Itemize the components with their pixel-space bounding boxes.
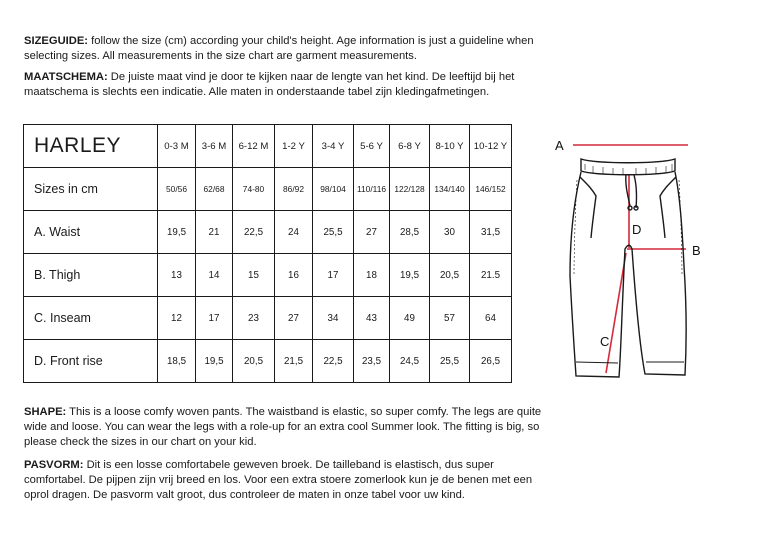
table-cell: 16: [275, 254, 313, 297]
table-cell: 23: [233, 297, 275, 340]
table-cell: 18,5: [158, 340, 196, 383]
column-header: 8-10 Y: [430, 125, 470, 168]
intro-dutch-text: De juiste maat vind je door te kijken naar de lengte van het kind. De leeftijd bij het maatschema is slechts een indicatie. Alle maten in onderstaande tabel zijn kledingafmetingen.: [24, 71, 515, 98]
table-cell: 30: [430, 211, 470, 254]
table-cell: 17: [313, 254, 354, 297]
table-cell: 12: [158, 297, 196, 340]
table-cell: 22,5: [313, 340, 354, 383]
table-row: [24, 168, 512, 211]
table-cell: 62/68: [196, 168, 233, 211]
table-cell: 34: [313, 297, 354, 340]
row-label: C. Inseam: [24, 297, 158, 340]
table-cell: 20,5: [430, 254, 470, 297]
intro-dutch-label: MAATSCHEMA:: [24, 71, 108, 83]
table-cell: 31,5: [470, 211, 512, 254]
table-row: [24, 254, 512, 297]
shape-dutch-label: PASVORM:: [24, 459, 84, 471]
shape-english: [24, 405, 544, 450]
table-header-row: [24, 125, 512, 168]
table-cell: 17: [196, 297, 233, 340]
table-cell: 24,5: [390, 340, 430, 383]
label-a: A: [555, 138, 564, 153]
column-header: 6-12 M: [233, 125, 275, 168]
intro-english-label: SIZEGUIDE:: [24, 35, 89, 47]
table-cell: 14: [196, 254, 233, 297]
table-cell: 27: [275, 297, 313, 340]
table-row: [24, 297, 512, 340]
row-label: D. Front rise: [24, 340, 158, 383]
table-cell: 50/56: [158, 168, 196, 211]
table-cell: 15: [233, 254, 275, 297]
shape-english-text: This is a loose comfy woven pants. The waistband is elastic, so super comfy. The legs are quite wide and loose. You can wear the legs with a role-up for an extra cool Summer look. The fitting is big, so please check the sizes in our chart on your kid.: [24, 406, 542, 448]
pants-outline: [570, 159, 686, 377]
column-header: 6-8 Y: [390, 125, 430, 168]
shape-dutch: [24, 458, 544, 503]
table-cell: 134/140: [430, 168, 470, 211]
table-cell: 98/104: [313, 168, 354, 211]
column-header: 3-6 M: [196, 125, 233, 168]
label-b: B: [692, 243, 701, 258]
product-title: HARLEY: [24, 125, 158, 168]
column-header: 0-3 M: [158, 125, 196, 168]
table-cell: 18: [354, 254, 390, 297]
table-cell: 27: [354, 211, 390, 254]
table-cell: 110/116: [354, 168, 390, 211]
table-cell: 21,5: [275, 340, 313, 383]
table-cell: 28,5: [390, 211, 430, 254]
size-table: [23, 124, 512, 383]
label-d: D: [632, 222, 642, 237]
table-cell: 146/152: [470, 168, 512, 211]
label-c: C: [600, 334, 610, 349]
row-label: B. Thigh: [24, 254, 158, 297]
table-cell: 21: [196, 211, 233, 254]
pants-diagram: [548, 126, 723, 388]
table-cell: 49: [390, 297, 430, 340]
column-header: 3-4 Y: [313, 125, 354, 168]
column-header: 10-12 Y: [470, 125, 512, 168]
table-cell: 24: [275, 211, 313, 254]
shape-english-label: SHAPE:: [24, 406, 67, 418]
table-cell: 20,5: [233, 340, 275, 383]
row-label: A. Waist: [24, 211, 158, 254]
table-cell: 64: [470, 297, 512, 340]
table-cell: 25,5: [430, 340, 470, 383]
intro-english-text: follow the size (cm) according your child's height. Age information is just a guideline when selecting sizes. All measurements in the size chart are garment measurements.: [24, 35, 534, 62]
column-header: 5-6 Y: [354, 125, 390, 168]
intro-english: [24, 34, 544, 64]
table-cell: 57: [430, 297, 470, 340]
table-cell: 122/128: [390, 168, 430, 211]
row-label: Sizes in cm: [24, 168, 158, 211]
table-cell: 19,5: [390, 254, 430, 297]
table-row: [24, 211, 512, 254]
table-row: [24, 340, 512, 383]
table-cell: 26,5: [470, 340, 512, 383]
table-cell: 21.5: [470, 254, 512, 297]
table-cell: 19,5: [158, 211, 196, 254]
table-cell: 19,5: [196, 340, 233, 383]
table-cell: 22,5: [233, 211, 275, 254]
table-cell: 23,5: [354, 340, 390, 383]
shape-dutch-text: Dit is een losse comfortabele geweven broek. De tailleband is elastisch, dus super comfortabel. De pijpen zijn vrij breed en los. Voor een extra stoere zomerlook kun je de benen met een oprol dragen. De pasvorm valt groot, dus controleer de maten in onze tabel voor uw kind.: [24, 459, 533, 501]
intro-dutch: [24, 70, 544, 100]
table-cell: 74-80: [233, 168, 275, 211]
table-cell: 25,5: [313, 211, 354, 254]
table-cell: 13: [158, 254, 196, 297]
table-cell: 43: [354, 297, 390, 340]
inseam-measure-line: [606, 253, 626, 373]
table-cell: 86/92: [275, 168, 313, 211]
column-header: 1-2 Y: [275, 125, 313, 168]
